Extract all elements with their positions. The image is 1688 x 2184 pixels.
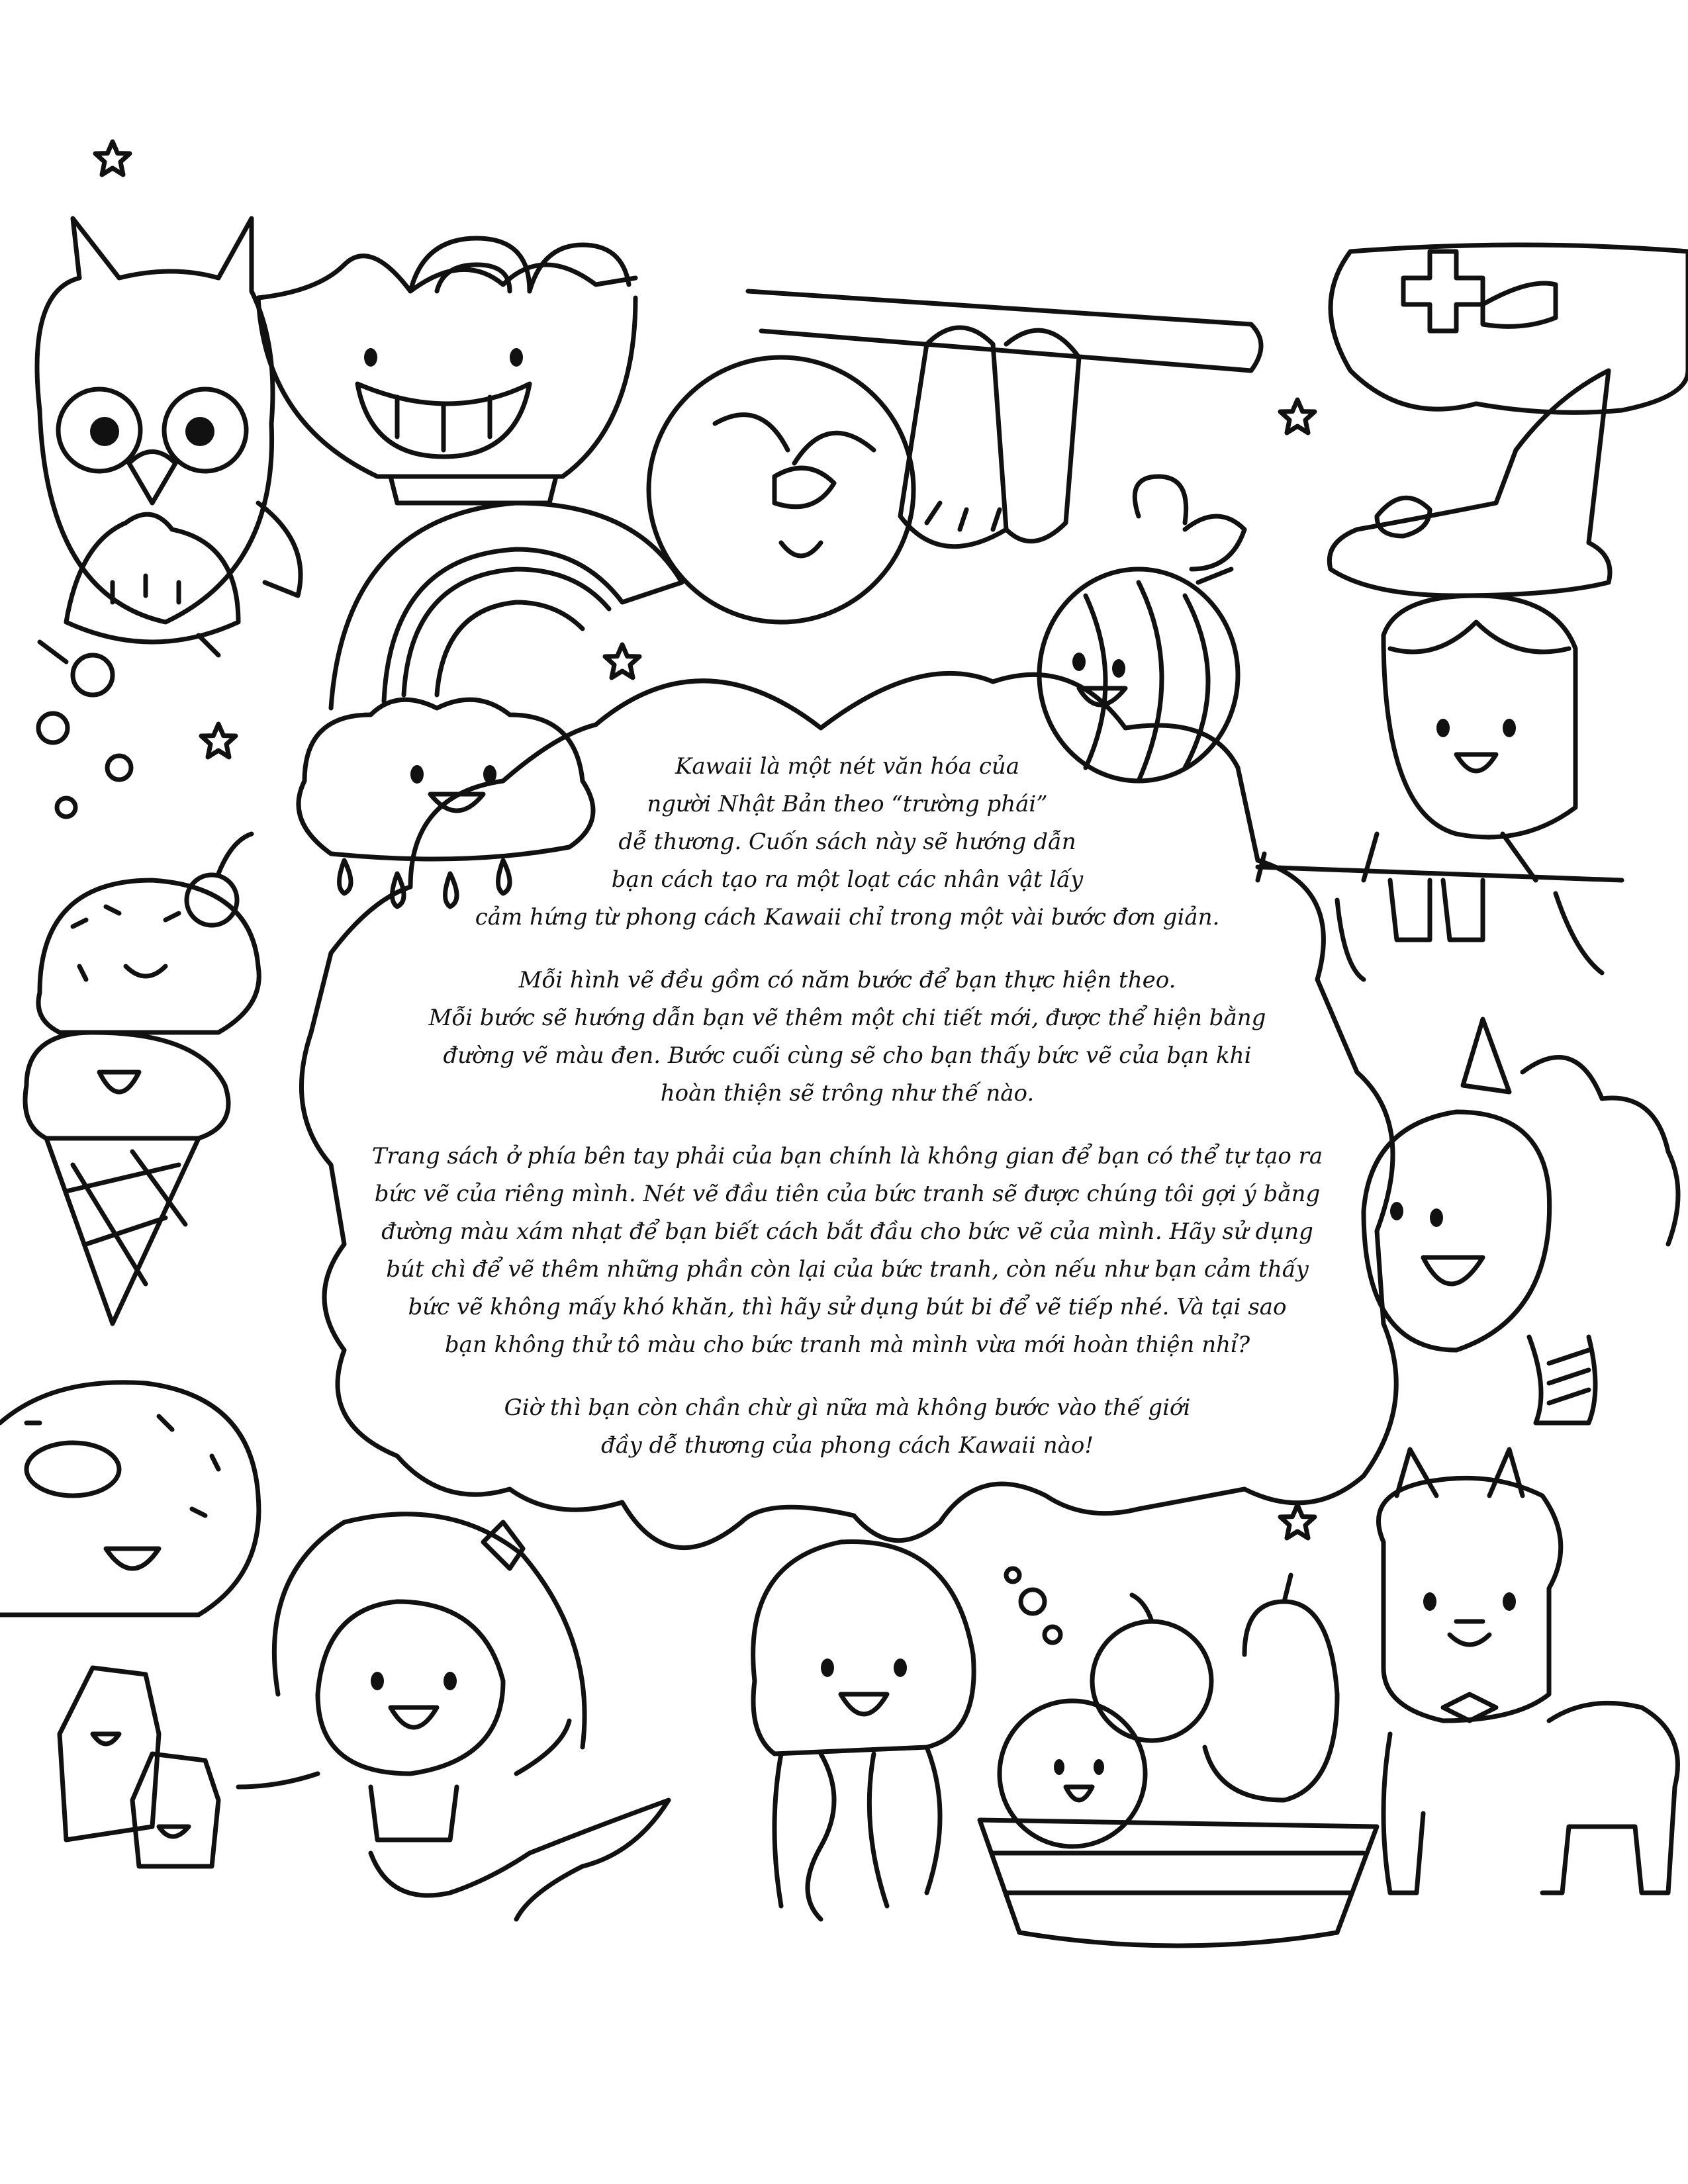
intro-paragraph-3: Trang sách ở phía bên tay phải của bạn chính là không gian để bạn có thể tự tạo ra bức vẽ của riêng mình. Nét vẽ đầu tiên của bức tranh sẽ được chúng tôi gợi ý bằng đường màu xám nhạt để bạn biết cách bắt đầu cho bức vẽ của mình. Hãy sử dụng bút chì để vẽ thêm những phần còn lại của bức tranh, còn nếu như bạn cảm thấy bức vẽ không mấy khó khăn, thì hãy sử dụng bút bi để vẽ tiếp nhé. Và tại sao bạn không thử tô màu cho bức tranh mà mình vừa mới hoàn thiện nhỉ? — [371, 1143, 1323, 1358]
intro-paragraph-2: Mỗi hình vẽ đều gồm có năm bước để bạn thực hiện theo. Mỗi bước sẽ hướng dẫn bạn vẽ thêm một chi tiết mới, được thể hiện bằng đường vẽ màu đen. Bước cuối cùng sẽ cho bạn thấy bức vẽ của bạn khi hoàn thiện sẽ trông như thế nào. — [428, 967, 1266, 1107]
fruit-basket-icon — [980, 1575, 1377, 1946]
bee-icon — [1039, 477, 1244, 781]
crystals-icon — [60, 1668, 218, 1866]
mermaid-icon — [238, 1514, 669, 1919]
owl-icon — [37, 218, 301, 662]
intro-text — [285, 748, 1410, 1490]
intro-paragraph-4: Giờ thì bạn còn chần chừ gì nữa mà không bước vào thế giới đầy dễ thương của phong cách Kawaii nào! — [504, 1394, 1191, 1459]
llama-icon — [1379, 1449, 1678, 1893]
donut-icon — [0, 1383, 259, 1615]
ice-cream-icon — [25, 834, 259, 1324]
bubble-icon — [38, 655, 131, 817]
game-controller-icon — [1331, 245, 1688, 412]
unicorn-icon — [1364, 1019, 1678, 1423]
noodle-bowl-icon — [258, 238, 635, 503]
intro-paragraph-1: Kawaii là một nét văn hóa của người Nhật Bản theo “trường phái” dễ thương. Cuốn sách này sẽ hướng dẫn bạn cách tạo ra một loạt các nhân vật lấy cảm hứng từ phong cách Kawaii chỉ trong một vài bước đơn giản. — [475, 753, 1220, 931]
